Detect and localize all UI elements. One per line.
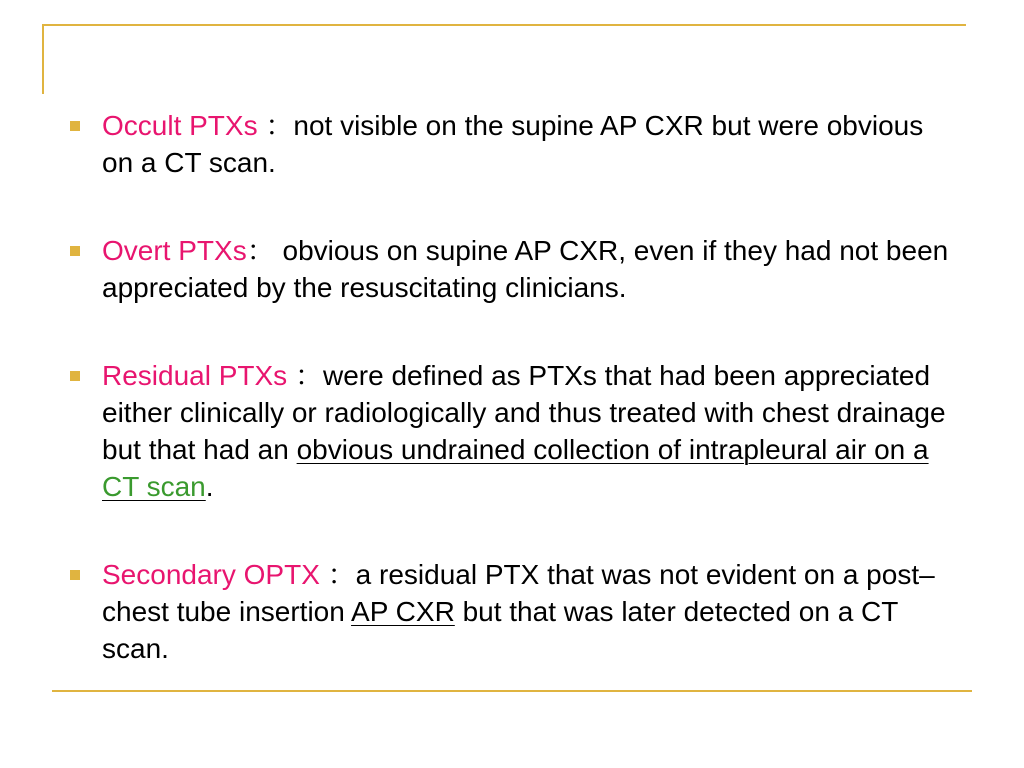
term-label: Occult PTXs <box>102 110 258 141</box>
definition-text: not visible on the supine AP CXR but were obvious on a CT scan. <box>102 110 924 178</box>
bullet-item-occult <box>60 107 960 181</box>
definition-end: but that was later detected on a CT scan. <box>102 596 898 664</box>
bullet-item-overt <box>60 232 960 306</box>
definition-text: obvious on supine AP CXR, even if they had not been appreciated by the resuscitating clinicians. <box>102 235 949 303</box>
bullet-item-residual <box>60 357 960 505</box>
colon-separator: ： <box>287 360 323 391</box>
bottom-rule <box>52 690 972 692</box>
bullet-square-icon <box>70 246 80 256</box>
bullet-square-icon <box>70 121 80 131</box>
term-label: Residual PTXs <box>102 360 288 391</box>
underlined-phrase: AP CXR <box>351 596 455 627</box>
definition-text: a residual PTX that was not evident on a post– chest tube insertion <box>102 559 935 627</box>
definition-end: . <box>205 471 214 502</box>
bullet-square-icon <box>70 371 80 381</box>
underlined-text: obvious undrained collection of intrapleural air on a <box>296 434 929 465</box>
colon-separator: ： <box>246 235 275 266</box>
colon-separator: ： <box>257 110 294 141</box>
bullet-item-secondary <box>60 556 960 667</box>
bullet-square-icon <box>70 570 80 580</box>
left-rule <box>42 24 44 94</box>
definition-text: were defined as PTXs that had been appreciated either clinically or radiologically and thus treated with chest drainage but that had an <box>102 360 946 465</box>
bullet-list <box>60 107 960 667</box>
term-label: Secondary OPTX <box>102 559 320 590</box>
top-rule <box>42 24 966 26</box>
ct-scan-link[interactable]: CT scan <box>102 471 206 502</box>
colon-separator: ： <box>319 559 356 590</box>
term-label: Overt PTXs <box>102 235 247 266</box>
